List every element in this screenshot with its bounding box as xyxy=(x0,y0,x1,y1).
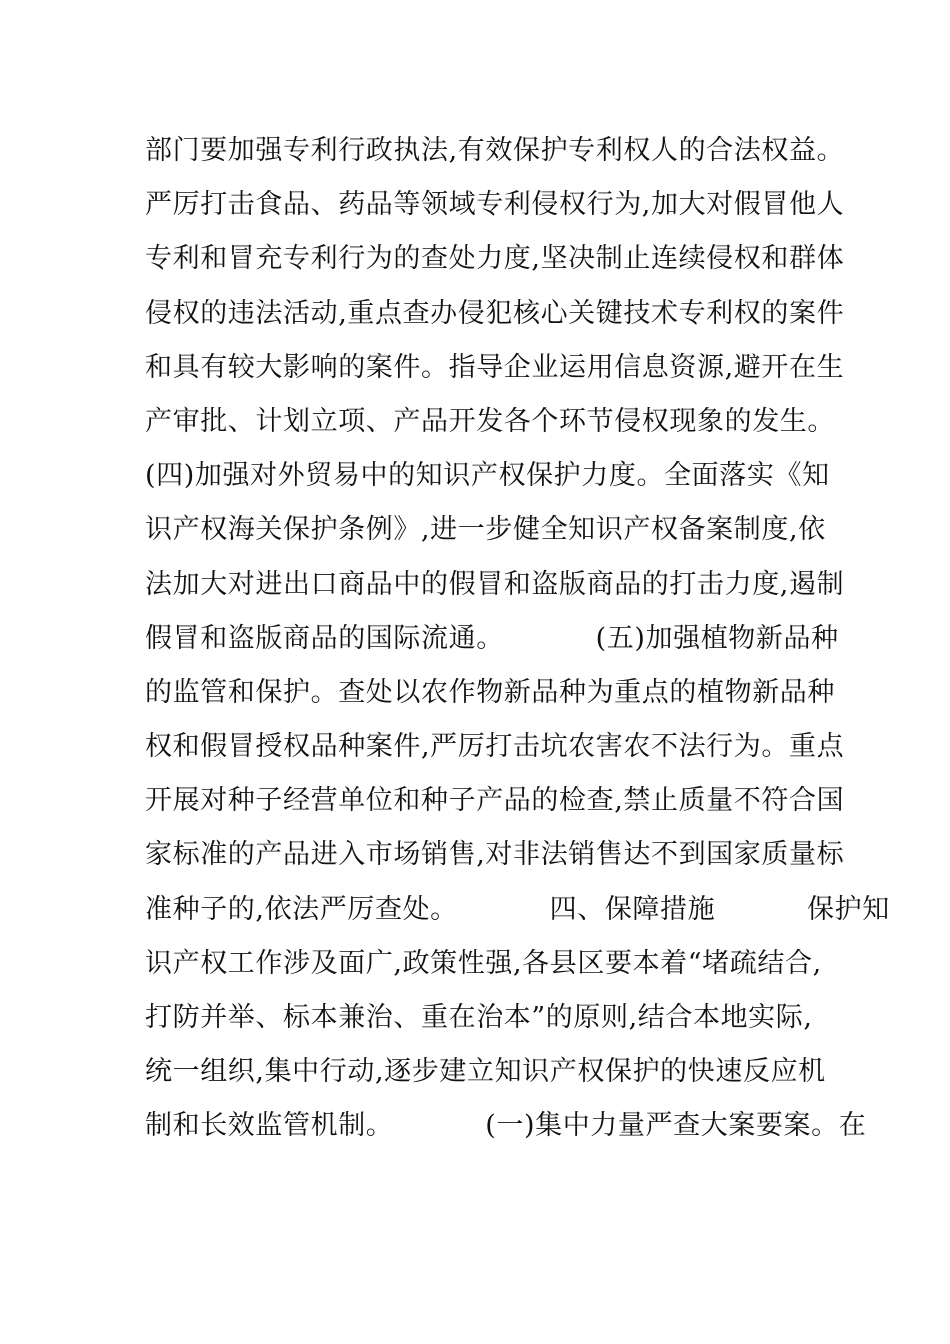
text-line: 权和假冒授权品种案件,严厉打击坑农害农不法行为。重点 xyxy=(145,731,845,763)
text-line: 严厉打击食品、药品等领域专利侵权行为,加大对假冒他人 xyxy=(145,189,845,221)
text-line: 和具有较大影响的案件。指导企业运用信息资源,避开在生 xyxy=(145,351,845,383)
text-line: 统一组织,集中行动,逐步建立知识产权保护的快速反应机 xyxy=(145,1056,826,1088)
body-text xyxy=(145,124,890,1154)
text-line: 家标准的产品进入市场销售,对非法销售达不到国家质量标 xyxy=(145,839,845,871)
text-line: 制和长效监管机制。 (一)集中力量严查大案要案。在 xyxy=(145,1110,867,1142)
text-line: 打防并举、标本兼治、重在治本”的原则,结合本地实际, xyxy=(145,1002,813,1033)
text-line: 产审批、计划立项、产品开发各个环节侵权现象的发生。 xyxy=(145,405,835,437)
text-line: 法加大对进出口商品中的假冒和盗版商品的打击力度,遏制 xyxy=(145,568,845,600)
text-line: 准种子的,依法严厉查处。 四、保障措施 保护知 xyxy=(145,893,890,925)
text-line: 专利和冒充专利行为的查处力度,坚决制止连续侵权和群体 xyxy=(145,243,845,275)
text-line: 开展对种子经营单位和种子产品的检查,禁止质量不符合国 xyxy=(145,785,845,817)
text-line: 的监管和保护。查处以农作物新品种为重点的植物新品种 xyxy=(145,676,835,708)
text-line: 侵权的违法活动,重点查办侵犯核心关键技术专利权的案件 xyxy=(145,297,845,329)
text-line: 识产权海关保护条例》,进一步健全知识产权备案制度,依 xyxy=(145,514,826,546)
text-line: 部门要加强专利行政执法,有效保护专利权人的合法权益。 xyxy=(145,135,845,166)
text-line: (四)加强对外贸易中的知识产权保护力度。全面落实《知 xyxy=(145,460,830,492)
text-line: 假冒和盗版商品的国际流通。 (五)加强植物新品种 xyxy=(145,622,839,654)
text-line: 识产权工作涉及面广,政策性强,各县区要本着“堵疏结合, xyxy=(145,947,822,979)
